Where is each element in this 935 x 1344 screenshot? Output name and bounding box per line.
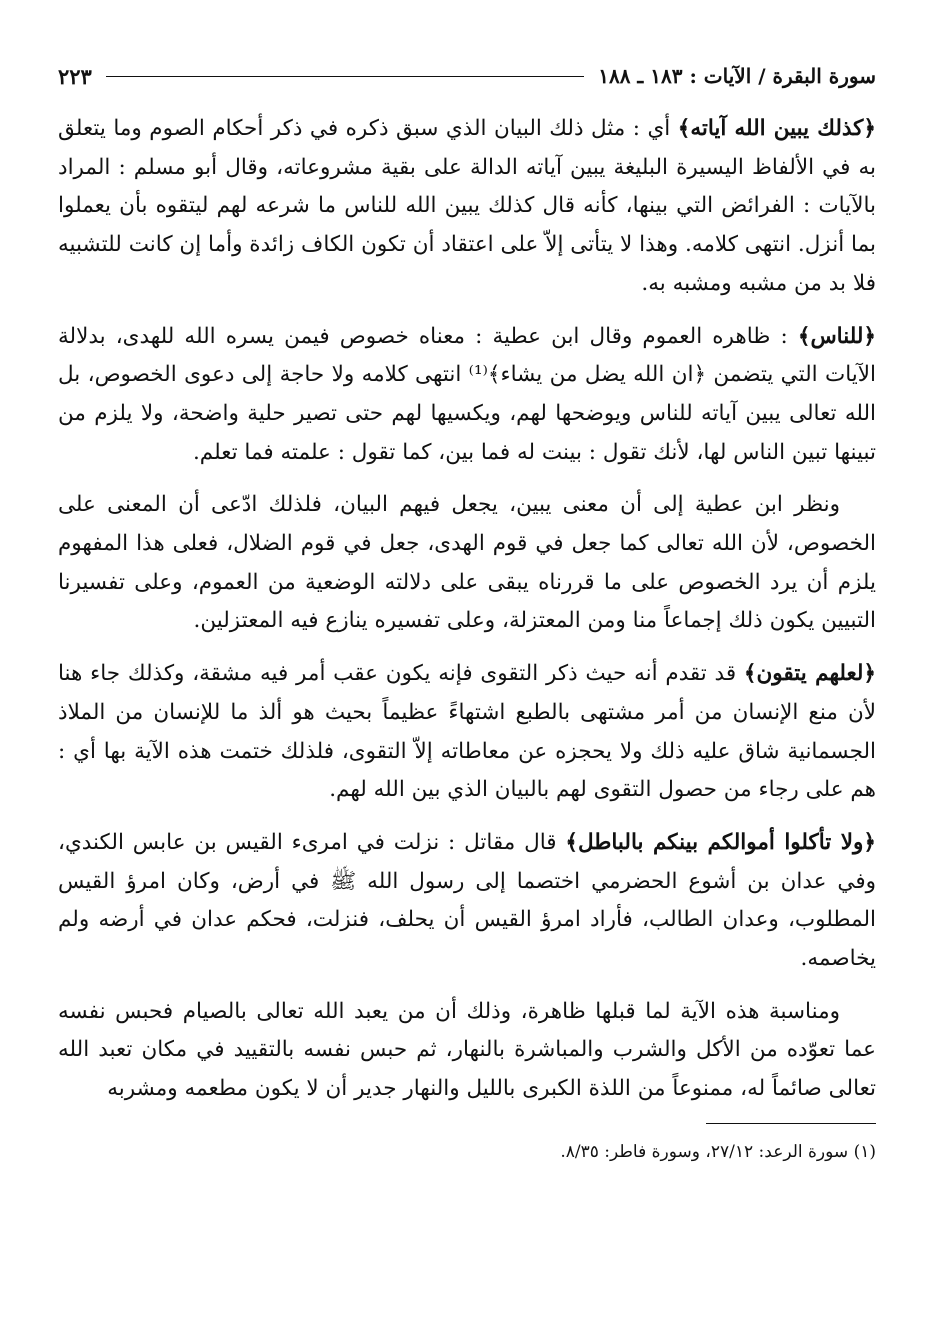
- paragraph: [58, 993, 876, 1109]
- commentary-text: قد تقدم أنه حيث ذكر التقوى فإنه يكون عقب أمر فيه مشقة، وكذلك جاء هنا لأن منع الإنسان من أمر مشتهى بالطبع اشتهاءً عظيماً بحيث هو ألذ ما للإنسان من الملاذ الجسمانية شاق عليه ذلك ولا يحجزه عن معاطاته إلاّ التقوى، فلذلك ختمت هذه الآية بها أي : هم على رجاء من حصول التقوى لهم بالبيان الذي بين الله لهم.: [58, 661, 876, 803]
- surah-label: سورة البقرة / الآيات : ١٨٣ ـ ١٨٨: [598, 64, 876, 88]
- page-number: ٢٢٣: [58, 63, 92, 89]
- commentary-text: ومناسبة هذه الآية لما قبلها ظاهرة، وذلك أن من يعبد الله تعالى بالصيام فحبس نفسه عما تعوّده من الأكل والشرب والمباشرة بالنهار، ثم حبس نفسه بالتقييد في مكان تعبد الله تعالى صائماً له، ممنوعاً من اللذة الكبرى بالليل والنهار جدير أن لا يكون مطعمه ومشربه: [58, 998, 876, 1102]
- running-header: [58, 58, 876, 94]
- commentary-text: قال مقاتل : نزلت في امرىء القيس بن عابس الكندي، وفي عدان بن أشوع الحضرمي اختصما إلى رسول الله ﷺ في أرض، وكان امرؤ القيس المطلوب، وعدان الطالب، فأراد امرؤ القيس أن يحلف، فنزلت، فحكم عدان في أرضه ولم يخاصمه.: [58, 829, 876, 972]
- paragraph: [58, 318, 876, 473]
- quranic-quote: ﴿كذلك يبين الله آياته﴾: [677, 116, 876, 141]
- quranic-quote: ﴿ولا تأكلوا أموالكم بينكم بالباطل﴾: [565, 829, 876, 855]
- paragraph: [58, 655, 876, 810]
- quranic-quote: ﴿للناس﴾: [797, 323, 876, 349]
- paragraph: [58, 824, 876, 979]
- main-text: [58, 110, 876, 1109]
- footnote-separator: [706, 1123, 876, 1124]
- book-page: [58, 58, 876, 1166]
- quranic-quote: ﴿لعلهم يتقون﴾: [743, 661, 876, 687]
- paragraph: [58, 110, 876, 304]
- commentary-text: ونظر ابن عطية إلى أن معنى يبين، يجعل فيهم البيان، فلذلك ادّعى أن المعنى على الخصوص، لأن الله تعالى كما جعل في قوم الهدى، جعل في قوم الضلال، فعلى هذا المفهوم يلزم أن يرد الخصوص على ما قررناه يبقى على دلالته الوضعية من العموم، وعلى تفسيرنا التبيين يكون ذلك إجماعاً منا ومن المعتزلة، وعلى تفسيره ينازع فيه المعتزلين.: [58, 492, 876, 634]
- paragraph: [58, 486, 876, 641]
- commentary-text: أي : مثل ذلك البيان الذي سبق ذكره في ذكر أحكام الصوم وما يتعلق به في الألفاظ اليسيرة البليغة يبين آياته الدالة على بقية مشروعاته، وقال أبو مسلم : المراد بالآيات : الفرائض التي بينها، كأنه قال كذلك يبين الله للناس ما شرعه لهم ليتقوه بأن يعملوا بما أنزل. انتهى كلامه. وهذا لا يتأتى إلاّ على اعتقاد أن تكون الكاف زائدة وأما إن كانت للتشبيه فلا بد من مشبه ومشبه به.: [58, 116, 876, 296]
- header-rule: [106, 76, 584, 77]
- commentary-text: : ظاهره العموم وقال ابن عطية : معناه خصوص فيمن يسره الله للهدى، بدلالة الآيات التي يتضمن ﴿ان الله يضل من يشاء﴾⁽¹⁾ انتهى كلامه ولا حاجة إلى دعوى الخصوص، بل الله تعالى يبين آياته للناس ويوضحها لهم، ويكسيها لهم حتى تصير حلية واضحة، ولا يلزم من تبينها تبين الناس لها، لأنك تقول : بينت له فما بين، كما تقول : علمته فما تعلم.: [58, 323, 876, 465]
- footnote: (١) سورة الرعد: ٢٧/١٢، وسورة فاطر: ٨/٣٥.: [560, 1141, 876, 1162]
